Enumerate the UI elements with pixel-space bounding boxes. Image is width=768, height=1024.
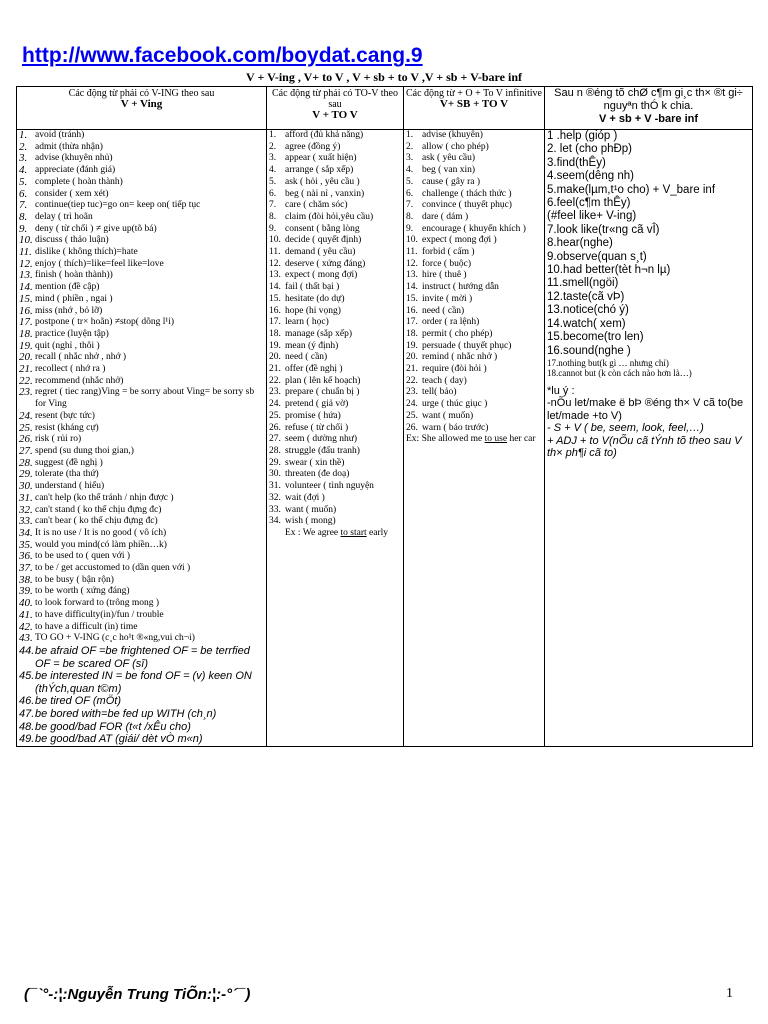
list-item: 11. demand ( yêu cầu) xyxy=(269,247,356,258)
list-item: 18.cannot but (k còn cách nào hơn là…) xyxy=(547,368,692,379)
list-item: 42. to have a difficult (in) time xyxy=(19,620,138,633)
list-item: 16. miss (nhớ , bỏ lỡ) xyxy=(19,304,103,317)
list-item: 19. mean (ý định) xyxy=(269,340,339,351)
list-item: 41. to have difficulty(in)/fun / trouble xyxy=(19,608,164,621)
page-title: V + V-ing , V+ to V , V + sb + to V ,V + sb + V-bare inf xyxy=(246,70,522,84)
list-item: 17. order ( ra lệnh) xyxy=(406,317,480,328)
list-item: 28. suggest (đề nghị ) xyxy=(19,456,103,469)
list-item: 7.look like(tr«ng cã vÎ) xyxy=(547,223,660,236)
list-item: 24. resent (bực tức) xyxy=(19,409,95,422)
list-item: 20. need ( cần) xyxy=(269,352,328,363)
list-item: 13. hire ( thuê ) xyxy=(406,270,467,281)
list-item: 8.hear(nghe) xyxy=(547,237,613,250)
list-item: 15. invite ( mời ) xyxy=(406,293,473,304)
list-item: 37. to be / get accustomed to (dần quen với ) xyxy=(19,562,191,575)
list-item: 23. regret ( tiec rang)Ving = be sorry about Ving= be sorry sb for Ving xyxy=(19,386,255,410)
header-bare-inf: Sau n ®éng tõ chØ c¶m gi¸c th× ®t gi÷ nguyªn thÓ k chia. V + sb + V -bare inf xyxy=(545,87,753,130)
list-item: + ADJ + to V(nÕu cã tÝnh tõ theo sau V th× ph¶i cã to) xyxy=(547,434,742,460)
list-item: 2. agree (đồng ý) xyxy=(269,141,341,152)
list-item: 16.sound(nghe ) xyxy=(547,344,631,357)
list-item: 11. forbid ( cấm ) xyxy=(406,247,475,258)
list-item: 34. It is no use / It is no good ( vô ích) xyxy=(19,526,167,539)
list-item: 18. manage (sắp xếp) xyxy=(269,328,352,339)
list-item: 18. practice (luyện tập) xyxy=(19,327,109,340)
list-item: 2. allow ( cho phép) xyxy=(406,141,489,152)
list-item: 9. consent ( bằng lòng xyxy=(269,223,360,234)
list-item: 34. wish ( mong) xyxy=(269,516,336,527)
list-item: 10. expect ( mong đợi ) xyxy=(406,235,497,246)
list-item: 20. recall ( nhắc nhở , nhớ ) xyxy=(19,351,127,364)
list-item: - S + V ( be, seem, look, feel,…) xyxy=(547,422,704,435)
list-item: 4. beg ( van xin) xyxy=(406,165,476,176)
list-item: 16. need ( cần) xyxy=(406,305,465,316)
list-item: 2. admit (thừa nhận) xyxy=(19,140,103,153)
list-item: 31. volunteer ( tình nguyện xyxy=(269,481,374,492)
list-item: 7. continue(tiep tuc)=go on= keep on( tiếp tục xyxy=(19,199,201,212)
list-item: 9. encourage ( khuyến khích ) xyxy=(406,223,526,234)
list-item: 4.seem(dêng nh) xyxy=(547,170,634,183)
sb-tov-example: Ex: She allowed me to use her car xyxy=(406,434,536,445)
list-item: 22. teach ( day) xyxy=(406,375,467,386)
list-item: 17.nothing but(k gì … nhưng chỉ) xyxy=(547,357,669,368)
header-ving: Các động từ phải có V-ING theo sau V + Ving xyxy=(17,87,267,130)
list-item: 49. be good/bad AT (giái/ dèt vÒ m«n) xyxy=(19,733,203,746)
list-item: 7. convince ( thuyết phục) xyxy=(406,200,512,211)
list-item: 8. claim (đòi hỏi,yêu cầu) xyxy=(269,211,374,222)
list-item: 15.become(tro len) xyxy=(547,331,644,344)
list-item: 5.make(lµm,t¹o cho) + V_bare inf xyxy=(547,183,716,196)
list-item: 33. want ( muốn) xyxy=(269,504,337,515)
header-sb-tov: Các động từ + O + To V infinitive V+ SB + TO V xyxy=(404,87,545,130)
facebook-link[interactable]: http://www.facebook.com/boydat.cang.9 xyxy=(22,44,423,67)
list-item: 14. fail ( thất bại ) xyxy=(269,282,340,293)
list-item: 13. expect ( mong đợi) xyxy=(269,270,358,281)
list-item: 6.feel(c¶m thÊy) xyxy=(547,197,631,210)
list-item: 7. care ( chăm sóc) xyxy=(269,200,348,211)
sb-tov-column xyxy=(404,130,545,747)
list-item: (#feel like+ V-ing) xyxy=(547,210,637,223)
list-item: 2. let (cho phÐp) xyxy=(547,143,633,156)
list-item: 21. require (đòi hỏi ) xyxy=(406,364,487,375)
list-item: *lu ý : xyxy=(547,384,575,397)
list-item: 1 .help (gióp ) xyxy=(547,130,618,142)
tov-column xyxy=(267,130,404,747)
list-item: 3. appear ( xuất hiện) xyxy=(269,153,357,164)
list-item: 26. risk ( rủi ro) xyxy=(19,433,82,446)
list-item: 46. be tired OF (mÖt) xyxy=(19,695,121,708)
list-item: 29. tolerate (tha thứ) xyxy=(19,468,99,481)
list-item: 32. can't stand ( ko thể chịu đựng đc) xyxy=(19,503,162,516)
list-item: 15. hesitate (do dự) xyxy=(269,293,345,304)
list-item: 10. discuss ( thảo luận) xyxy=(19,234,109,247)
list-item: 10. decide ( quyết định) xyxy=(269,235,362,246)
list-item: 12. enjoy ( thích)=like=feel like=love xyxy=(19,257,164,270)
list-item: 9.observe(quan s¸t) xyxy=(547,250,647,263)
list-item: 14. instruct ( hướng dẫn xyxy=(406,282,499,293)
tov-example: Ex : We agree to start early xyxy=(285,527,389,538)
list-item: 26. refuse ( từ chối ) xyxy=(269,422,349,433)
list-item: 36. to be used to ( quen với ) xyxy=(19,550,130,563)
list-item: 26. warn ( báo trước) xyxy=(406,422,489,433)
list-item: 6. challenge ( thách thức ) xyxy=(406,188,512,199)
list-item: 43. TO GO + V-ING (c¸c ho¹t ®«ng,vui ch¬i) xyxy=(19,632,195,645)
list-item: 11. dislike ( không thích)=hate xyxy=(19,246,138,259)
list-item: 25. promise ( hứa) xyxy=(269,410,341,421)
list-item: 35. would you mind(có làm phiền…k) xyxy=(19,538,167,551)
list-item: 27. spend (su dung thoi gian,) xyxy=(19,444,134,457)
list-item: 6. beg ( nài nỉ , vanxin) xyxy=(269,188,365,199)
header-tov: Các động từ phải có TO-V theo sau V + TO V xyxy=(267,87,404,130)
list-item: 5. complete ( hoàn thành) xyxy=(19,175,123,188)
list-item: 4. appreciate (đánh giá) xyxy=(19,164,116,177)
list-item: 17. postpone ( tr× hoãn) ≠stop( dõng l¹i) xyxy=(19,316,175,329)
list-item: 5. cause ( gây ra ) xyxy=(406,176,481,187)
list-item: 10.had better(tèt h¬n lµ) xyxy=(547,264,671,277)
list-item: 27. seem ( dường như) xyxy=(269,434,358,445)
list-item: 15. mind ( phiền , ngai ) xyxy=(19,292,113,305)
list-item: 19. persuade ( thuyết phục) xyxy=(406,340,512,351)
list-item: 8. delay ( trì hoãn xyxy=(19,210,93,223)
list-item: 5. ask ( hỏi , yêu cầu ) xyxy=(269,176,360,187)
list-item: 29. swear ( xin thề) xyxy=(269,457,345,468)
list-item: 13. finish ( hoàn thành)) xyxy=(19,269,113,282)
list-item: 45. be interested IN = be fond OF = (v) keen ON (thÝch,quan t©m) xyxy=(19,670,252,695)
list-item: 48. be good/bad FOR (t«t /xÊu cho) xyxy=(19,720,191,733)
list-item: 21. offer (đề nghị ) xyxy=(269,364,343,375)
list-item: -nÕu let/make ë bÞ ®éng th× V cã to(be let/made +to V) xyxy=(547,397,744,422)
list-item: 44. be afraid OF =be frightened OF = be terrfied OF = be scared OF (sî) xyxy=(19,644,250,670)
list-item: 24. pretend ( giả vờ) xyxy=(269,399,349,410)
list-item: 25. resist (kháng cự) xyxy=(19,421,99,434)
list-item: 14. mention (đề cập) xyxy=(19,281,100,294)
list-item: 17. learn ( học) xyxy=(269,317,329,328)
list-item: 32. wait (đợi ) xyxy=(269,492,325,503)
list-item: 8. dare ( dám ) xyxy=(406,211,469,222)
list-item: 39. to be worth ( xứng đáng) xyxy=(19,585,130,598)
list-item: 13.notice(chó ý) xyxy=(547,304,629,317)
list-item: 40. to look forward to (trông mong ) xyxy=(19,597,160,610)
list-item: 4. arrange ( sắp xếp) xyxy=(269,165,354,176)
list-item: 11.smell(ngöi) xyxy=(547,277,619,290)
bare-inf-column xyxy=(545,130,753,747)
list-item: 1. advise (khuyên) xyxy=(406,130,483,140)
list-item: 33. can't bear ( ko thể chịu đựng đc) xyxy=(19,515,158,528)
list-item: 22. recommend (nhắc nhở) xyxy=(19,374,124,387)
list-item: 12. deserve ( xứng đáng) xyxy=(269,258,366,269)
list-item: 16. hope (hi vọng) xyxy=(269,305,341,316)
author-signature: (¯`°-:¦:Nguyễn Trung TiÕn:¦:-°´¯) xyxy=(24,986,251,1003)
list-item: 20. remind ( nhắc nhở ) xyxy=(406,352,498,363)
page-number: 1 xyxy=(726,986,733,1001)
list-item: 14.watch( xem) xyxy=(547,317,626,330)
verb-table xyxy=(16,86,753,747)
list-item: 23. prepare ( chuẩn bị ) xyxy=(269,387,360,398)
list-item: 3.find(thÊy) xyxy=(547,156,606,169)
list-item: 1. afford (đủ khả năng) xyxy=(269,130,364,140)
list-item: 3. advise (khuyên nhủ) xyxy=(19,152,113,165)
list-item: 9. deny ( từ chối ) ≠ give up(tõ bá) xyxy=(19,222,157,235)
list-item: 3. ask ( yêu cầu) xyxy=(406,153,476,164)
list-item: 23. tell( bảo) xyxy=(406,387,457,398)
list-item: 30. threaten (đe doạ) xyxy=(269,469,350,480)
list-item: 24. urge ( thúc giục ) xyxy=(406,399,488,410)
list-item: 12. force ( buộc) xyxy=(406,258,472,269)
list-item: 47. be bored with=be fed up WITH (ch¸n) xyxy=(19,707,217,720)
list-item: 31. can't help (ko thể tránh / nhịn được ) xyxy=(19,491,174,504)
list-item: 6. consider ( xem xét) xyxy=(19,187,109,200)
list-item: 22. plan ( lên kế hoạch) xyxy=(269,375,361,386)
list-item: 12.taste(cã vÞ) xyxy=(547,290,625,303)
list-item: 38. to be busy ( bận rộn) xyxy=(19,573,114,586)
list-item: 21. recollect ( nhớ ra ) xyxy=(19,363,106,376)
ving-column xyxy=(17,130,267,747)
list-item: 18. permit ( cho phép) xyxy=(406,328,493,339)
list-item: 28. struggle (đấu tranh) xyxy=(269,445,360,456)
list-item: 19. quit (nghỉ , thôi ) xyxy=(19,339,100,352)
list-item: 1. avoid (tránh) xyxy=(19,129,85,141)
list-item: 30. understand ( hiểu) xyxy=(19,480,105,493)
list-item: 25. want ( muốn) xyxy=(406,410,474,421)
